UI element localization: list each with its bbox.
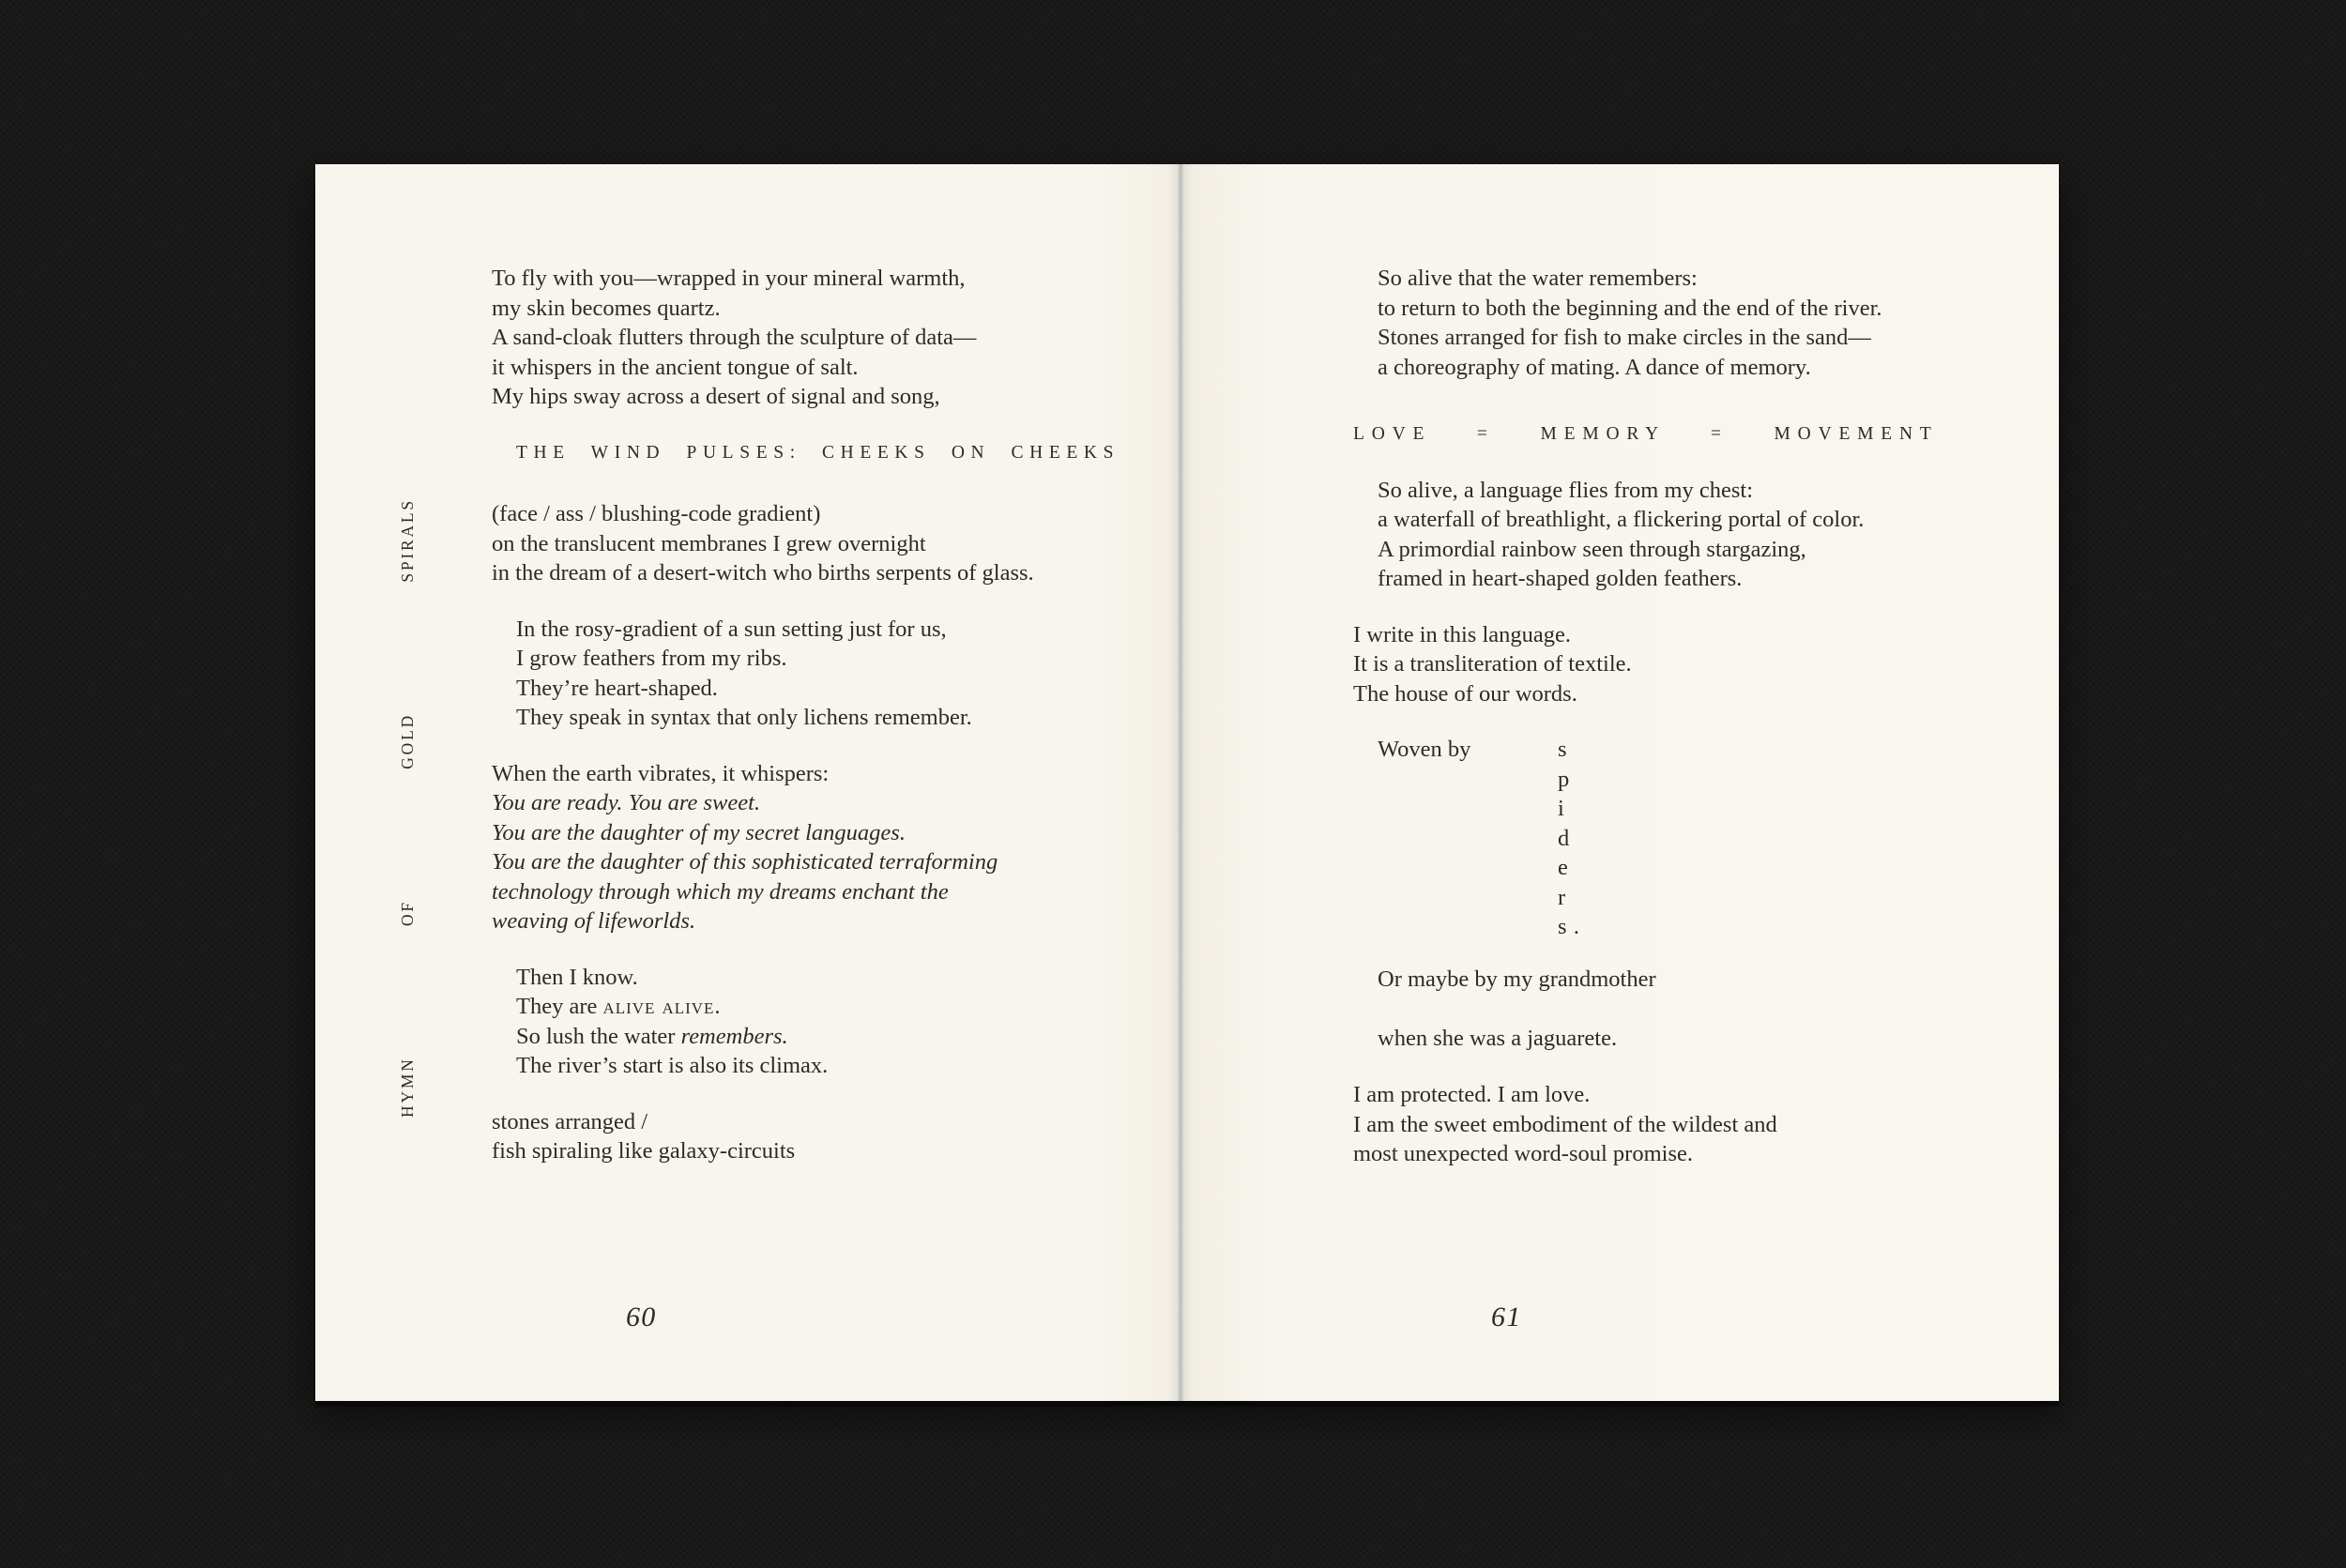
poem-line-italic: You are the daughter of my secret languages. (492, 819, 906, 845)
poem-line: A sand-cloak flutters through the sculpture of data— (492, 325, 977, 350)
poem-line: stones arranged / (492, 1108, 647, 1134)
poem-line: (face / ass / blushing-code gradient) (492, 501, 821, 526)
poem-line: most unexpected word-soul promise. (1353, 1141, 1693, 1166)
poem-line: It is a transliteration of textile. (1353, 651, 1632, 677)
poem-line: The river’s start is also its climax. (516, 1053, 829, 1078)
page-number-left: 60 (626, 1302, 657, 1332)
poem-line: I am the sweet embodiment of the wildest and (1353, 1111, 1777, 1137)
line-prefix: They are (516, 994, 603, 1019)
poem-line: I am protected. I am love. (1353, 1082, 1591, 1107)
book-spread (315, 164, 2059, 1401)
margin-title-word: SPIRALS (397, 498, 417, 583)
line-prefix: So lush the water (516, 1023, 681, 1049)
poem-line: on the translucent membranes I grew overnight (492, 530, 926, 556)
poem-line: The house of our words. (1353, 680, 1577, 707)
poem-line-italic: weaving of lifeworlds. (492, 908, 696, 934)
stanza (492, 1107, 1149, 1166)
poem-line: My hips sway across a desert of signal and song, (492, 384, 940, 409)
margin-title-vertical (397, 498, 418, 1118)
vertical-letter: e (1558, 855, 1568, 880)
poem-line: when she was a jaguarete. (1378, 1026, 1618, 1051)
vertical-spiders-letters (1558, 735, 1586, 942)
margin-title-word: OF (397, 900, 417, 927)
woven-by-spiders-block (1353, 735, 2038, 942)
vertical-letter: s (1558, 737, 1567, 762)
poem-line: Stones arranged for fish to make circles in the sand— (1378, 325, 1871, 350)
margin-title-word: GOLD (397, 712, 417, 769)
poem-line (516, 992, 1149, 1022)
poem-line: So alive, a language flies from my chest: (1378, 477, 1754, 503)
poem-line: in the dream of a desert-witch who births serpents of glass. (492, 560, 1034, 586)
page-left (315, 164, 1181, 1401)
small-caps-phrase: alive alive. (602, 994, 722, 1019)
poem-line: They’re heart-shaped. (516, 675, 718, 701)
stanza (1353, 264, 2038, 382)
poem-line-italic: You are the daughter of this sophisticated terraforming (492, 849, 998, 875)
right-page-text-column (1353, 264, 2038, 1195)
vertical-letter: d (1558, 825, 1570, 851)
stanza (1353, 1080, 2038, 1169)
vertical-letter: s. (1558, 914, 1587, 939)
stanza (492, 963, 1149, 1081)
poem-line: When the earth vibrates, it whispers: (492, 760, 830, 786)
poem-line: I write in this language. (1353, 621, 1572, 647)
stanza (492, 759, 1149, 936)
vertical-letter: p (1558, 766, 1570, 792)
vertical-letter: r (1558, 884, 1566, 910)
poem-line: to return to both the beginning and the end of the river. (1378, 295, 1882, 321)
stanza (492, 499, 1149, 588)
stanza (1353, 620, 2038, 709)
stanza (492, 264, 1149, 412)
poem-line: I grow feathers from my ribs. (516, 646, 787, 671)
book-gutter-shadow (1167, 164, 1194, 1401)
page-number-right: 61 (1491, 1302, 1522, 1332)
poem-line: To fly with you—wrapped in your mineral warmth, (492, 266, 966, 291)
woven-by-label: Woven by (1378, 737, 1471, 762)
margin-title-word: HYMN (397, 1057, 417, 1118)
poem-line-italic: technology through which my dreams enchant the (492, 878, 949, 905)
poem-line: Then I know. (516, 964, 638, 990)
poem-line: a waterfall of breathlight, a flickering portal of color. (1378, 507, 1865, 532)
poem-line: A primordial rainbow seen through stargazing, (1378, 536, 1806, 562)
vertical-letter: i (1558, 796, 1564, 821)
poem-line: fish spiraling like galaxy-circuits (492, 1138, 796, 1164)
poem-line: So alive that the water remembers: (1378, 266, 1698, 291)
left-page-text-column (492, 264, 1149, 1193)
poem-line: my skin becomes quartz. (492, 295, 721, 321)
italic-word: remembers. (680, 1023, 788, 1049)
poem-line: They speak in syntax that only lichens remember. (516, 705, 972, 730)
poem-line: it whispers in the ancient tongue of salt. (492, 354, 859, 380)
stanza (1353, 476, 2038, 594)
letterspaced-caps-line: THE WIND PULSES: CHEEKS ON CHEEKS (516, 442, 1120, 463)
poem-line: In the rosy-gradient of a sun setting just for us, (516, 616, 947, 642)
poem-line (516, 1022, 1149, 1052)
stanza (492, 615, 1149, 733)
poem-line-italic: You are ready. You are sweet. (492, 790, 761, 815)
poem-line: framed in heart-shaped golden feathers. (1378, 566, 1743, 591)
page-right (1181, 164, 2059, 1401)
letterspaced-equation-line: LOVE = MEMORY = MOVEMENT (1353, 424, 1939, 444)
poem-line: Or maybe by my grandmother (1378, 967, 1656, 992)
poem-line: a choreography of mating. A dance of memory. (1378, 354, 1811, 380)
